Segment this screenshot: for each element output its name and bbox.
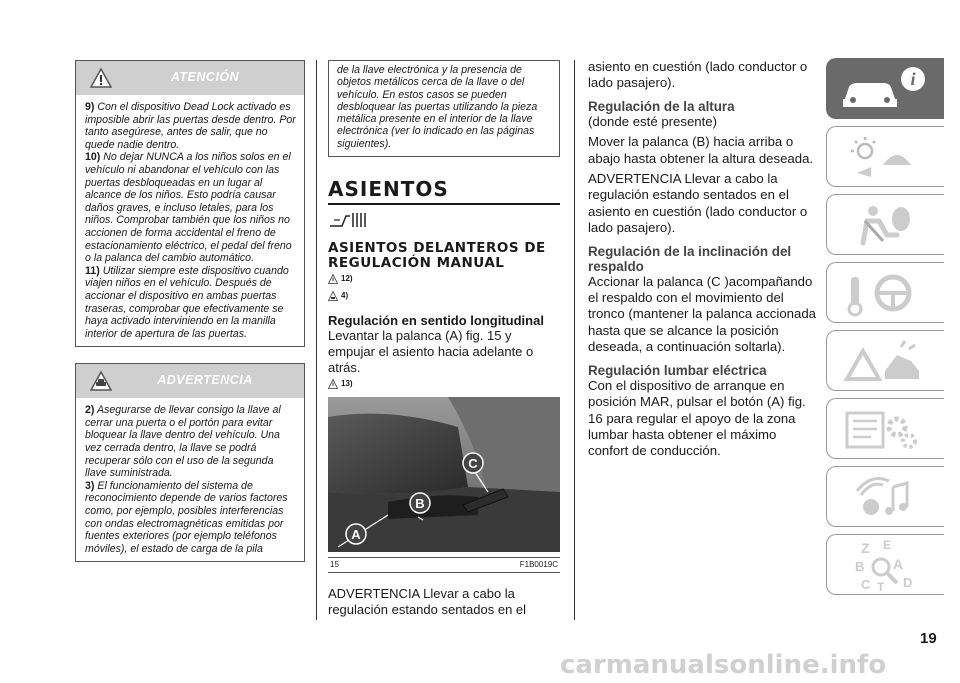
seat-photo xyxy=(328,397,560,552)
paragraph-intro: asiento en cuestión (lado conductor o lado pasajero). xyxy=(588,59,808,91)
callout-c-label: C xyxy=(468,456,478,472)
advertencia-title: ADVERTENCIA xyxy=(157,373,253,388)
section-title: ASIENTOS xyxy=(328,177,449,202)
tab-driving[interactable] xyxy=(826,262,944,323)
column-divider-1 xyxy=(316,60,317,620)
figure-15 xyxy=(328,397,560,573)
heading-respaldo: Regulación de la inclinación del respaldo xyxy=(588,243,792,274)
tab-multimedia[interactable] xyxy=(826,466,944,527)
heading-longitudinal: Regulación en sentido longitudinal xyxy=(328,313,544,329)
note-2: 2) Asegurarse de llevar consigo la llave al cerrar una puerta o el portón para evitar bloquear la llave dentro del vehículo. Una vez cerrada dentro, la llave se podrá recuperar sólo con el uso de la segunda llave suministrada. xyxy=(85,404,281,480)
note-10: 10) No dejar NUNCA a los niños solos en el vehículo ni abandonar el vehículo con las puertas desbloqueadas en un lugar al alcance de los niños. Esto podría causar daños graves, e incluso letales, para los niños. Comprobar también que los niños no accionen de forma accidental el freno de estacionamiento eléctrico, el pedal del freno o la palanca del cambio automático. xyxy=(85,151,292,265)
advertencia-header xyxy=(76,364,304,398)
note-3: 3) El funcionamiento del sistema de reconocimiento depende de varios factores como, por ejemplo, posibles interferencias con ondas electromagnéticas emitidas por fuentes exteriores (por ejemplo teléfonos móviles), el estado de carga de la pila xyxy=(85,479,288,555)
ref-4: 4) xyxy=(328,291,560,305)
attention-box xyxy=(75,60,305,347)
altura-note: (donde esté presente) xyxy=(588,113,718,129)
airbag-safety-icon xyxy=(827,195,945,256)
tab-maintenance[interactable] xyxy=(826,398,944,459)
figure-caption xyxy=(328,557,560,572)
figure-number: 15 xyxy=(330,560,339,570)
ref-13: 13) xyxy=(328,379,560,393)
note-9: 9) Con el dispositivo Dead Lock activado es imposible abrir las puertas desde dentro. Por tanto asegúrese, antes de salir, que no quede nadie dentro. xyxy=(85,101,296,151)
ref-12: 12) xyxy=(328,274,560,288)
car-warning-icon xyxy=(328,291,338,301)
dashboard-lights-icon xyxy=(827,127,945,188)
attention-header xyxy=(76,61,304,95)
svg-text:C: C xyxy=(861,577,871,592)
tab-safety[interactable] xyxy=(826,194,944,255)
advertencia-body xyxy=(76,398,304,561)
figure-code: F1B0019C xyxy=(519,560,558,570)
right-column xyxy=(588,59,818,460)
svg-text:T: T xyxy=(877,580,885,594)
note-11: 11) Utilizar siempre este dispositivo cuando viajen niños en el vehículo. Después de accionar el dispositivo en ambas puertas traseras, comprobar que efectivamente se haya activado interviniendo en la manilla interior de apertura de las puertas. xyxy=(85,264,289,340)
car-info-icon xyxy=(827,59,945,120)
maintenance-gears-icon xyxy=(827,399,945,460)
warning-triangle-icon xyxy=(328,379,338,389)
callout-a-label: A xyxy=(351,527,361,543)
paragraph-altura-2: ADVERTENCIA Llevar a cabo la regulación estando sentados en el asiento en cuestión (lado conductor o lado pasajero). xyxy=(588,171,808,236)
page-number: 19 xyxy=(920,630,937,647)
tab-emergency[interactable] xyxy=(826,330,944,391)
svg-text:i: i xyxy=(910,69,916,89)
section-rule xyxy=(328,203,560,205)
callout-b-label: B xyxy=(415,496,425,512)
middle-column xyxy=(328,60,560,618)
attention-body xyxy=(76,95,304,346)
svg-text:Z: Z xyxy=(861,540,870,556)
svg-text:B: B xyxy=(855,559,865,574)
tab-car-info[interactable] xyxy=(826,58,944,119)
advertencia-continuation: de la llave electrónica y la presencia de objetos metálicos cerca de la llave o del vehículo. En estos casos se pueden desbloquear las puertas utilizando la pieza metálica presente en el interior de la llave electrónica (ver lo indicado en las páginas siguientes). xyxy=(328,60,560,157)
svg-text:E: E xyxy=(883,538,892,552)
heading-altura: Regulación de la altura xyxy=(588,98,735,114)
tab-dashboard[interactable] xyxy=(826,126,944,187)
svg-text:A: A xyxy=(893,556,904,572)
paragraph-respaldo: Accionar la palanca (C )acompañando el respaldo con el movimiento del tronco (mantener la palanca accionada hasta que se alcance la posición deseada, a continuación soltarla). xyxy=(588,273,816,355)
watermark: carmanualsonline.info xyxy=(560,650,887,680)
alphabetical-index-icon xyxy=(827,535,945,596)
heading-lumbar: Regulación lumbar eléctrica xyxy=(588,362,767,378)
subsection-title: ASIENTOS DELANTEROS DE REGULACIÓN MANUAL xyxy=(328,240,546,272)
left-column xyxy=(75,60,305,562)
paragraph-lumbar: Con el dispositivo de arranque en posición MAR, pulsar el botón (A) fig. 16 para regular el apoyo de la zona lumbar hasta obtener el máximo confort de conducción. xyxy=(588,377,806,459)
seat-adjust-icon xyxy=(328,210,368,230)
paragraph-longitudinal: Levantar la palanca (A) fig. 15 y empujar el asiento hacia adelante o atrás. xyxy=(328,328,534,376)
column-divider-2 xyxy=(574,60,575,620)
multimedia-icon xyxy=(827,467,945,528)
tab-index[interactable] xyxy=(826,534,944,595)
paragraph-altura-1: Mover la palanca (B) hacia arriba o abajo hasta obtener la altura deseada. xyxy=(588,134,814,166)
paragraph-after-figure: ADVERTENCIA Llevar a cabo la regulación estando sentados en el xyxy=(328,586,527,618)
attention-title: ATENCIÓN xyxy=(170,70,240,84)
warning-triangle-icon xyxy=(328,274,338,284)
steering-wheel-key-icon xyxy=(827,263,945,324)
advertencia-box xyxy=(75,363,305,562)
svg-text:D: D xyxy=(903,575,913,590)
chapter-tabs xyxy=(826,58,944,602)
warning-triangle-icon xyxy=(827,331,945,392)
